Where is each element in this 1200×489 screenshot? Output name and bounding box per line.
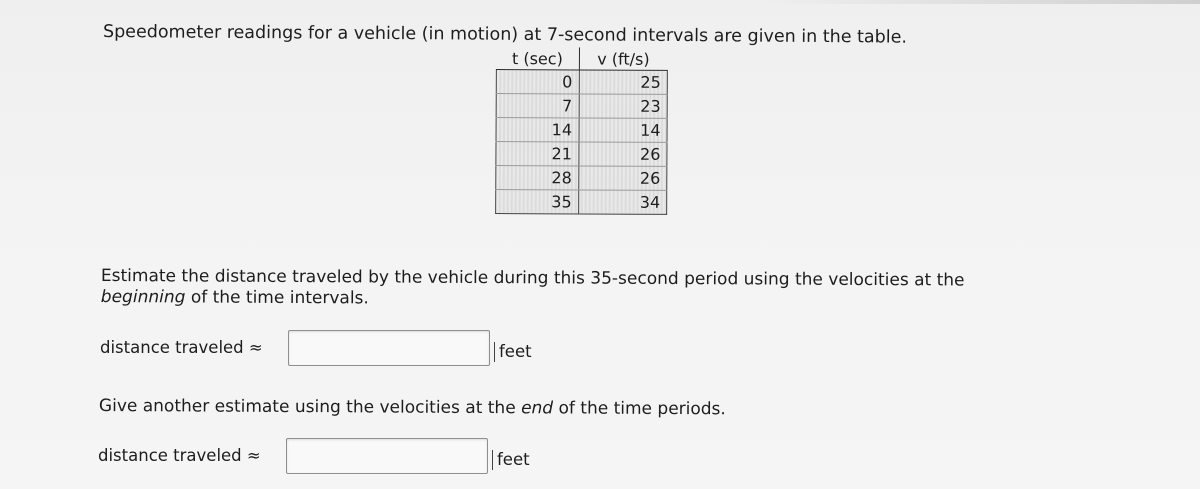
time-cell: 21 [496, 142, 579, 166]
table-row [496, 70, 667, 95]
speedometer-table [495, 47, 668, 215]
velocity-cell: 23 [579, 94, 668, 118]
question-end-estimate [99, 396, 726, 420]
table-row [496, 94, 667, 119]
velocity-cell: 26 [578, 166, 667, 190]
velocity-cell: 34 [578, 190, 667, 214]
table-row [496, 190, 667, 215]
velocity-cell: 26 [578, 142, 667, 166]
table-row [496, 142, 667, 167]
header-velocity: v (ft/s) [579, 47, 668, 70]
question-text: Give another estimate using the velocities at the [98, 396, 522, 419]
top-border [760, 0, 1200, 4]
answer-label: distance traveled ≈ [98, 446, 261, 465]
table-row [496, 166, 667, 191]
time-cell: 7 [496, 94, 579, 118]
unit-label: feet [494, 342, 532, 362]
time-cell: 14 [496, 118, 579, 142]
distance-input-beginning[interactable] [288, 330, 490, 366]
unit-label: feet [492, 450, 530, 470]
answer-label: distance traveled ≈ [100, 338, 263, 357]
question-text: Estimate the distance traveled by the vehicle during this 35-second period using the velocities at the [100, 266, 965, 291]
question-emphasis: end [521, 398, 554, 419]
question-emphasis: beginning [100, 286, 186, 308]
velocity-cell: 14 [579, 118, 668, 142]
time-cell: 0 [496, 70, 579, 94]
velocity-cell: 25 [579, 70, 668, 94]
problem-intro: Speedometer readings for a vehicle (in motion) at 7-second intervals are given in the table. [102, 22, 908, 48]
question-text: of the time periods. [553, 398, 726, 420]
question-text: of the time intervals. [185, 287, 369, 309]
time-cell: 35 [496, 190, 579, 214]
distance-input-end[interactable] [286, 438, 488, 474]
time-cell: 28 [496, 166, 579, 190]
header-time: t (sec) [496, 47, 579, 70]
table-header-row [496, 47, 667, 70]
question-beginning-estimate [101, 266, 1001, 313]
table-row [496, 118, 667, 143]
